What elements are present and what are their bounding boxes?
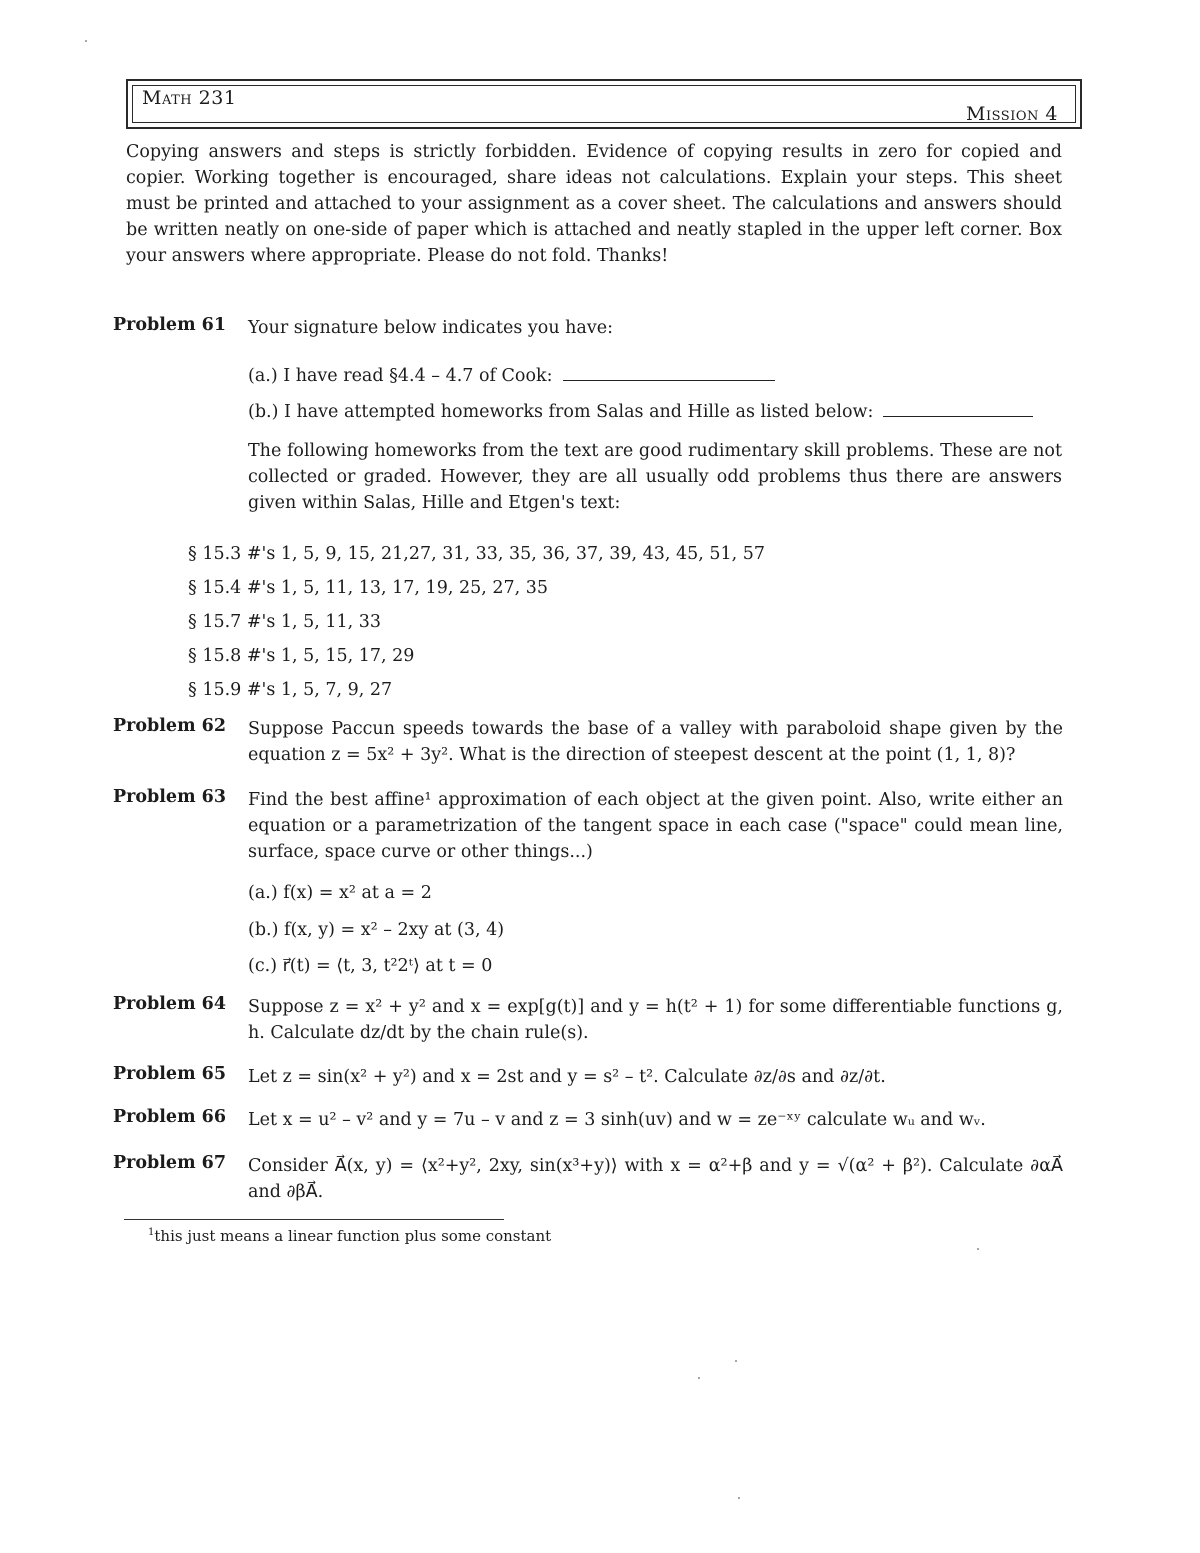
homework-note: The following homeworks from the text are good rudimentary skill problems. These are not collected or graded. However, they are all usually odd problems thus there are answers given within Salas, Hille and Etgen's text: bbox=[248, 441, 1062, 513]
p61-item-a-text: (a.) I have read §4.4 – 4.7 of Cook: bbox=[248, 366, 553, 386]
problem-text: Let z = sin(x² + y²) and x = 2st and y = s² – t². Calculate ∂z/∂s and ∂z/∂t. bbox=[248, 1067, 886, 1087]
problem-text: Suppose z = x² + y² and x = exp[g(t)] and y = h(t² + 1) for some differentiable functions g, h. Calculate dz/dt by the chain rule(s). bbox=[248, 997, 1063, 1043]
problem-text: Consider A⃗(x, y) = ⟨x²+y², 2xy, sin(x³+y)⟩ with x = α²+β and y = √(α² + β²). Calculate ∂αA⃗ and ∂βA⃗. bbox=[248, 1156, 1063, 1202]
scan-speck bbox=[85, 40, 87, 42]
scan-speck bbox=[977, 1248, 979, 1250]
signature-line-b[interactable] bbox=[883, 398, 1033, 417]
problem-text: Suppose Paccun speeds towards the base of a valley with paraboloid shape given by the equation z = 5x² + 3y². What is the direction of steepest descent at the point (1, 1, 8)? bbox=[248, 719, 1063, 765]
p63-item-c: (c.) r⃗(t) = ⟨t, 3, t²2ᵗ⟩ at t = 0 bbox=[248, 956, 493, 976]
p63-item-a: (a.) f(x) = x² at a = 2 bbox=[248, 883, 432, 903]
problem-61 bbox=[113, 315, 1063, 341]
course-title: Math 231 bbox=[142, 87, 237, 109]
homework-list bbox=[188, 537, 765, 707]
problem-text: Find the best affine¹ approximation of each object at the given point. Also, write either an equation or a parametrization of the tangent space in each case ("space" could mean line, surface, space curve or other things...) bbox=[248, 790, 1063, 862]
scan-speck bbox=[698, 1377, 700, 1379]
problem-label: Problem 65 bbox=[113, 1064, 227, 1084]
problem-67 bbox=[113, 1153, 1063, 1205]
problem-text: Your signature below indicates you have: bbox=[248, 318, 614, 338]
p63-item-b: (b.) f(x, y) = x² – 2xy at (3, 4) bbox=[248, 920, 505, 940]
homework-item: § 15.8 #'s 1, 5, 15, 17, 29 bbox=[188, 646, 415, 666]
scan-speck bbox=[735, 1360, 737, 1362]
homework-item: § 15.7 #'s 1, 5, 11, 33 bbox=[188, 612, 382, 632]
problem-label: Problem 67 bbox=[113, 1153, 227, 1173]
instructions-paragraph: Copying answers and steps is strictly forbidden. Evidence of copying results in zero for copied and copier. Working together is encouraged, share ideas not calculations. Explain your steps. This sheet must be printed and attached to your assignment as a cover sheet. The calculations and answers should be written neatly on one-side of paper which is attached and neatly stapled in the upper left corner. Box your answers where appropriate. Please do not fold. Thanks! bbox=[126, 142, 1062, 266]
p61-item-b bbox=[248, 398, 1033, 425]
homework-item: § 15.3 #'s 1, 5, 9, 15, 21,27, 31, 33, 35, 36, 37, 39, 43, 45, 51, 57 bbox=[188, 544, 766, 564]
problem-label: Problem 66 bbox=[113, 1107, 227, 1127]
problem-label: Problem 63 bbox=[113, 787, 227, 807]
problem-62 bbox=[113, 716, 1063, 768]
page-header bbox=[126, 79, 1082, 129]
footnote-rule bbox=[124, 1219, 504, 1220]
footnote-mark: 1 bbox=[148, 1227, 155, 1238]
p61-item-b-text: (b.) I have attempted homeworks from Salas and Hille as listed below: bbox=[248, 402, 874, 422]
signature-line-a[interactable] bbox=[563, 362, 775, 381]
problem-65 bbox=[113, 1064, 1063, 1090]
problem-63 bbox=[113, 787, 1063, 865]
footnote bbox=[148, 1227, 551, 1245]
homework-item: § 15.9 #'s 1, 5, 7, 9, 27 bbox=[188, 680, 393, 700]
mission-title: Mission 4 bbox=[966, 103, 1058, 125]
problem-label: Problem 61 bbox=[113, 315, 227, 335]
problem-text: Let x = u² – v² and y = 7u – v and z = 3 sinh(uv) and w = ze⁻ˣʸ calculate wᵤ and wᵥ. bbox=[248, 1110, 986, 1130]
problem-label: Problem 64 bbox=[113, 994, 227, 1014]
homework-item: § 15.4 #'s 1, 5, 11, 13, 17, 19, 25, 27, 35 bbox=[188, 578, 549, 598]
footnote-text: this just means a linear function plus some constant bbox=[154, 1227, 552, 1245]
p61-item-a bbox=[248, 362, 775, 389]
scan-speck bbox=[738, 1497, 740, 1499]
problem-66 bbox=[113, 1107, 1063, 1133]
problem-label: Problem 62 bbox=[113, 716, 227, 736]
problem-64 bbox=[113, 994, 1063, 1046]
